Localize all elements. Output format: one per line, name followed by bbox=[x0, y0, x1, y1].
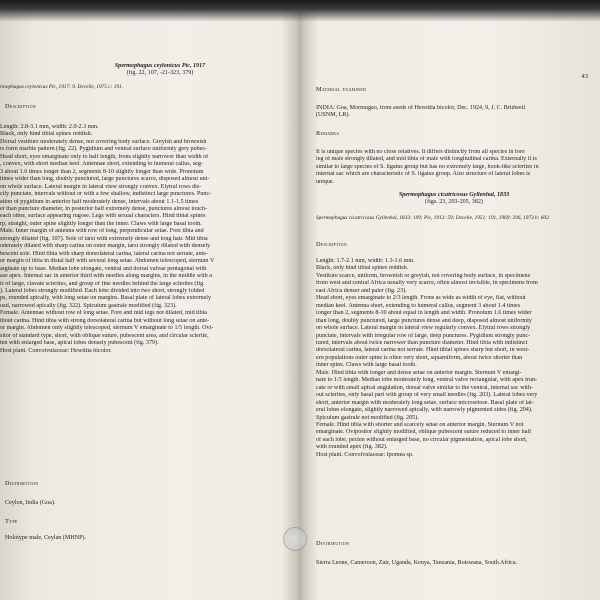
text-line: dorsolateral carina, lateral carina not serrate. Hind tibial spines sharp but short, in west- bbox=[316, 347, 530, 354]
text-line: 3 about 1.6 times longer than 2, segments 8-10 slightly longer than wide. Pronotum bbox=[0, 168, 204, 175]
text-line: Length: 1.7-2.1 mm, width: 1.3-1.6 mm. bbox=[316, 258, 415, 264]
text-line: Vestiture scarce, uniform, brownish or greyish, not covering body surface, in specimens bbox=[316, 272, 531, 279]
text-line: Head short, eyes emarginate to 2/3 length. Frons as wide as width of eye, flat, without bbox=[316, 295, 526, 302]
text-line: eral lobes elongate, slightly narrowed apically, with narrowly pigmented sides (fig. 204). bbox=[316, 407, 533, 414]
text-line: ctly punctate, intervals without or with a few shallow, indistinct large punctures. Punc- bbox=[0, 191, 212, 198]
text-line: on whole surface. Lateral margin in lateral view regularly convex. Elytral rows strongly bbox=[316, 325, 531, 332]
material-heading: Material examined bbox=[316, 86, 367, 93]
text-line: short, anterior margin with moderately long setae, surface microsetose. Basal plate of lat- bbox=[316, 399, 534, 406]
distribution-heading: Distribution bbox=[5, 480, 39, 487]
text-line: ase apex. Internal sac in anterior third with needles along margins, in the middle with a bbox=[0, 273, 212, 280]
text-line: INDIA: Goa, Mormugao, from seeds of Hewittia bicolor, Dec. 1924, 9, J. C. Bridwell bbox=[316, 105, 526, 111]
remarks-body bbox=[316, 149, 592, 186]
text-line: longer than 2, segments 8-10 about equal in length and width. Pronotum 1.6 times wider bbox=[316, 310, 532, 317]
text-line: punctate, intervals with irregular row of large, deep punctures. Pygidium strongly punc- bbox=[316, 332, 531, 339]
left-page bbox=[0, 0, 292, 600]
text-line: Dorsal vestiture moderately dense, not covering body surface. Greyish and brownish bbox=[0, 138, 207, 145]
text-line: leg of male strongly dilated, and mid tibia of male with longitudinal carina. Externally it is bbox=[316, 156, 537, 163]
description-heading-2: Description bbox=[316, 241, 347, 248]
text-line: internal sac which are characteristic of S. ligatus group. Also structure of lateral lobes is bbox=[316, 171, 531, 178]
distribution-heading-2: Distribution bbox=[316, 540, 350, 547]
text-line: ation of pygidium in anterior half moderately dense, intervals about 1.1-1.5 times bbox=[0, 198, 199, 205]
text-line: rs form marble pattern (fig. 22). Pygidium and ventral surface uniformly grey pubes- bbox=[0, 146, 207, 153]
text-line: Host plant. Convolvulaceae: Hewittia bicolor. bbox=[0, 347, 112, 354]
type-text: Holotype male, Ceylan (MHNP). bbox=[5, 535, 87, 541]
text-line: times wider than long, doubly punctured, large punctures scarce, disposed almost uni- bbox=[0, 176, 210, 183]
text-line: from west and central Africa usually very scarce, often almost invisible, in specimens from bbox=[316, 280, 538, 287]
text-line: Black, only hind tibial spines reddish. bbox=[316, 265, 409, 272]
text-line: ir of large, clavate sclerites, and group of fine needles behind the large sclerites (fig. bbox=[0, 280, 205, 287]
species-title bbox=[60, 63, 260, 78]
text-line: ps, rounded apically, with long setae on margins. Basal plate of lateral lobes extremely bbox=[0, 295, 212, 302]
text-line: similar to large species of S. ligatus group but has no extremely large, hook-like sclerites in bbox=[316, 163, 539, 170]
description-body bbox=[0, 124, 283, 355]
species-figs: (fig. 22, 107, -21-323, 379) bbox=[126, 70, 194, 77]
distribution-text: Ceylon, India (Goa). bbox=[5, 500, 56, 506]
text-line: ). Lateral lobes strongly modified. Each lobe divided into two short, strongly folded bbox=[0, 287, 205, 294]
text-line: nate to 1/3 length. Median lobe moderately long, ventral valve rectangular, with apex trun- bbox=[316, 377, 538, 384]
type-heading: Type bbox=[5, 518, 18, 525]
text-line: , convex, with short median keel. Antennae short, extending to humeral callus, seg- bbox=[0, 161, 203, 168]
text-line: with rounded apex (fig. 382). bbox=[316, 444, 388, 451]
text-line: It is unique species with no close relatives. It differs distinctly from all species in fore bbox=[316, 149, 525, 155]
citation-2 bbox=[316, 215, 592, 222]
text-line: tured, intervals about twice narrower than puncture diameter. Hind tibia with indistinct bbox=[316, 339, 528, 346]
text-line: Spermophagus cicatricosus Gyllenhal, 1833: 109; Pic, 1913: 59; Decelle, 1951: 191, 1969: 296, 1973 b: 602. bbox=[316, 215, 551, 221]
text-line: each other, surface appearing rugose. Legs with sexual characters. Hind tibial spines bbox=[0, 213, 206, 220]
species-title-2-text: Spermophagus cicatricosus Gyllenhal, 1833 bbox=[398, 192, 510, 198]
description-body-2 bbox=[316, 258, 592, 459]
distribution-text-2: Sierra Leone, Cameroon, Zair, Uganda, Kenya, Tanzania, Botswana, South Africa. bbox=[316, 560, 518, 566]
text-line: of each lobe, pecten without enlarged base, no circular pigmentation, apical lobe short, bbox=[316, 436, 528, 443]
text-line: Male. Inner margin of antenna with row of long, perpendicular setae. Fore tibia and bbox=[0, 228, 204, 235]
text-line: Head short, eyes emarginate only to half length, frons slightly narrower than width of bbox=[0, 153, 209, 160]
text-line: Female. Antennae without row of long setae. Fore and mid legs not dilated, mid tibia bbox=[0, 310, 207, 317]
text-line: than long, doubly punctured, large punctures dense and deep, disposed almost uniformly bbox=[316, 317, 532, 324]
text-line: emarginate. Ovipositor slightly modified, oblique pubescent suture reduced to inner half bbox=[316, 429, 532, 436]
description-heading: Description bbox=[5, 103, 36, 110]
species-title-text: Spermophagus ceylonicus Pic, 1917 bbox=[114, 63, 206, 69]
text-line: Length: 2.8-3.1 mm, width: 2.0-2.3 mm. bbox=[0, 124, 99, 130]
right-page bbox=[304, 0, 596, 600]
page-number: 43 bbox=[581, 72, 588, 80]
text-line: sitor of standard type, short, with oblique suture, pubescent area, and circular sclerite, bbox=[0, 332, 209, 339]
text-line: cate or with small apical angulation, dorsal valve similar to the ventral, internal sac with- bbox=[316, 384, 533, 391]
text-line: oad, narrowed apically (fig. 322). Spiculum gastrale modified (fig. 323). bbox=[0, 302, 177, 309]
text-line: Female. Hind tibia with shorter and scarcely setae on anterior margin. Sternum V not bbox=[316, 421, 524, 428]
text-line: ern populations outer spine is often very short, squamiform, about twice shorter than bbox=[316, 354, 523, 361]
text-line: (USNM, LB). bbox=[316, 112, 351, 119]
text-line: thout carina. Hind tibia with strong dorsolateral carina but without long setae on ante- bbox=[0, 317, 210, 324]
text-line: or margin of tibia in distal half with several long setae. Abdomen telescoped, sternum V bbox=[0, 258, 215, 265]
text-line: inner spine. Claws with large basal tooth. bbox=[316, 362, 417, 369]
text-line: east Africa denser and paler (fig. 23). bbox=[316, 287, 407, 294]
text-line: unique. bbox=[316, 178, 335, 185]
material-body bbox=[316, 105, 592, 120]
library-stamp bbox=[283, 527, 307, 551]
text-line: or margin. Abdomen only slightly telescoped, sternum V emarginate to 1/5 length. Ovi- bbox=[0, 325, 214, 332]
text-line: Black, only hind tibial spines reddish. bbox=[0, 131, 93, 138]
text-line: arginate up to base. Median lobe elongate, ventral and dorsal valvae pentagonal with bbox=[0, 265, 207, 272]
text-line: er than puncture diameter, in posterior half extremely dense, punctures almost touch- bbox=[0, 205, 208, 212]
text-line: oderately dilated with sharp carina on outer margin, tarsi strongly dilated with densely bbox=[0, 243, 211, 250]
citation: rmophagus ceylonicus Pic, 1917: 9. Decelle, 1975 c: 191. bbox=[0, 84, 123, 90]
text-line: Spiculum gastrale not modified (fig. 205). bbox=[316, 414, 419, 421]
text-line: Male. Hind tibia with longer and dense setae on anterior margin. Sternum V emargi- bbox=[316, 369, 522, 376]
species-title-2 bbox=[354, 192, 554, 207]
text-line: out sclerites, only basal part with group of very small needles (fig. 203). Lateral lobes very bbox=[316, 392, 538, 399]
remarks-heading: Remarks bbox=[316, 130, 339, 137]
text-line: bescent sole. Hind tibia with sharp dorsolateral carina, lateral carina not serrate, ante- bbox=[0, 250, 208, 257]
text-line: strongly dilated (fig. 107). Sole of tarsi with extremely dense and long hair. Mid tibia bbox=[0, 235, 208, 242]
text-line: ten with enlarged base, apical lobes densely pubescent (fig. 379). bbox=[0, 340, 159, 347]
text-line: median keel. Antenna short, extending to humeral callus, segment 3 about 1.4 times bbox=[316, 302, 521, 309]
text-line: Host plant. Convolvulaceae: Ipomea sp. bbox=[316, 451, 414, 458]
species-figs-2: (figs. 23, 203-205, 382) bbox=[425, 199, 483, 206]
text-line: on whole surface. Lateral margin in lateral view strongly convex. Elytral rows dis- bbox=[0, 183, 202, 190]
text-line: rp, straight, outer spine slightly longer than the inner. Claws with large basal tooth. bbox=[0, 220, 202, 227]
